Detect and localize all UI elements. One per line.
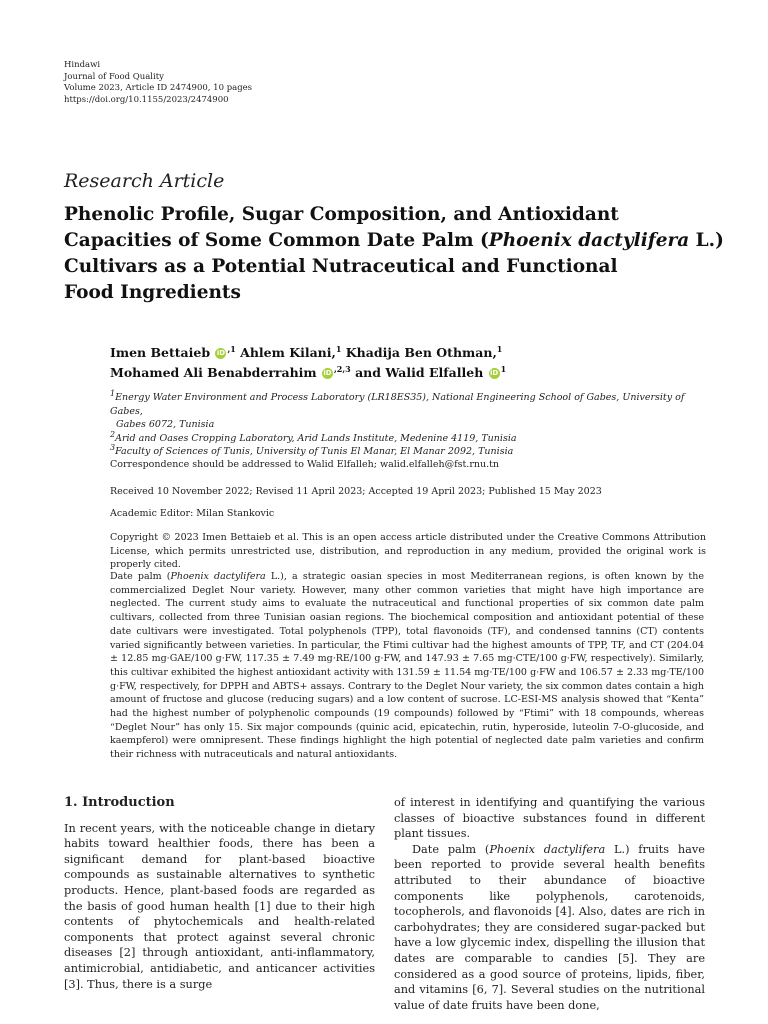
affiliation-text: Energy Water Environment and Process Laboratory (LR18ES35), National Engineering School of Gabes, University of Gabes, (110, 392, 685, 417)
author-name: Khadija Ben Othman, (341, 345, 497, 360)
affiliation-number: 1 (110, 388, 116, 398)
author-list (110, 343, 506, 383)
doi-link[interactable]: https://doi.org/10.1155/2023/2474900 (64, 94, 229, 105)
abstract-text: Date palm ( (110, 571, 171, 582)
journal-header (64, 60, 252, 106)
author-name: Imen Bettaieb (110, 345, 211, 360)
author-sup: 1 (500, 363, 507, 374)
author-sup: ,2,3 (334, 363, 351, 374)
orcid-icon[interactable]: iD (216, 349, 226, 357)
intro-paragraph (394, 842, 705, 1014)
author-name: Mohamed Ali Benabderrahim (110, 365, 317, 380)
title-line-2 (64, 228, 724, 254)
abstract-text: L.), a strategic oasian species in most Mediterranean regions, is often known by the commercialized Deglet Nour variety. However, many other common varieties that might have high importance are neglected. The current study aims to evaluate the nutraceutical and functional properties of six common date palm cultivars, collected from three Tunisian oasian regions. The biochemical composition and antioxidant potential of these date cultivars were investigated. Total polyphenols (TPP), total flavonoids (TF), and condensed tannins (CT) contents varied significantly between varieties. In particular, the Ftimi cultivar had the highest amounts of TPP, TF, and CT (204.04 ± 12.85 mg·GAE/100 g·FW, 117.35 ± 7.49 mg·RE/100 g·FW, and 147.93 ± 7.65 mg·CTE/100 g·FW, respectively). Similarly, this cultivar exhibited the highest antioxidant activity with 131.59 ± 11.54 mg·TE/100 g·FW and 106.57 ± 2.33 mg·TE/100 g·FW, respectively, for DPPH and ABTS+ assays. Contrary to the Deglet Nour variety, the six common dates contain a high amount of fructose and glucose (reducing sugars) and a low content of sucrose. LC-ESI-MS analysis showed that “Kenta” had the highest number of polyphenolic compounds (19 compounds) followed by “Ftimi” with 18 compounds, whereas “Deglet Nour” has only 15. Six major compounds (quinic acid, epicatechin, rutin, hyperoside, luteolin 7-O-glucoside, and kaempferol) were omnipresent. These findings highlight the high potential of neglected date palm varieties and confirm their richness with nutraceuticals and natural antioxidants. (110, 571, 704, 761)
affiliation-continuation: Gabes 6072, Tunisia (116, 419, 215, 430)
affiliation-item (110, 429, 710, 446)
left-column (64, 795, 375, 992)
abstract-species: Phoenix dactylifera (170, 571, 266, 582)
affiliation-number: 3 (110, 442, 116, 452)
author-name: Ahlem Kilani, (235, 345, 336, 360)
right-column (394, 795, 705, 1013)
title-line-3: Cultivars as a Potential Nutraceutical and Functional (64, 256, 618, 277)
intro-species: Phoenix dactylifera (489, 842, 606, 856)
orcid-icon[interactable]: iD (323, 369, 332, 377)
title-line-4: Food Ingredients (64, 282, 241, 303)
publisher-name: Hindawi (64, 60, 101, 70)
title-line-1: Phenolic Profile, Sugar Composition, and Antioxidant (64, 204, 619, 225)
intro-text: Date palm ( (412, 842, 490, 856)
affiliation-item (110, 388, 710, 418)
affiliation-number: 2 (110, 429, 116, 439)
academic-editor: Academic Editor: Milan Stankovic (110, 508, 275, 519)
title-species: Phoenix dactylifera (488, 230, 690, 251)
intro-text: L.) fruits have been reported to provide several health benefits attributed to their abundance of bioactive components like polyphenols, carotenoids, tocopherols, and flavonoids [4]. Also, dates are rich in carbohydrates; they are considered sugar-packed but have a low glycemic index, dispelling the illusion that dates are comparable to candies [5]. They are considered as a good source of proteins, lipids, fiber, and vitamins [6, 7]. Several studies on the nutritional value of date fruits have been done, (394, 842, 705, 1012)
author-name: and Walid Elfalleh (350, 365, 484, 380)
journal-name: Journal of Food Quality (64, 71, 164, 82)
author-line-1 (110, 343, 506, 363)
author-line-2 (110, 363, 506, 383)
intro-paragraph: In recent years, with the noticeable change in dietary habits toward healthier foods, there has been a significant demand for plant-based bioactive compounds as sustainable alternatives to synthetic products. Hence, plant-based foods are regarded as the basis of good human health [1] due to their high contents of phytochemicals and health-related components that protect against several chronic diseases [2] through antioxidant, anti-inflammatory, antimicrobial, antidiabetic, and anticancer activities [3]. Thus, there is a surge (64, 821, 375, 991)
section-heading: 1. Introduction (64, 795, 175, 810)
author-sup: 1 (335, 343, 342, 354)
affiliation-text: Arid and Oases Cropping Laboratory, Arid Lands Institute, Medenine 4119, Tunisia (115, 432, 517, 444)
volume-info: Volume 2023, Article ID 2474900, 10 pages (64, 83, 253, 93)
affiliation-text: Faculty of Sciences of Tunis, University of Tunis El Manar, El Manar 2092, Tunisia (115, 446, 514, 457)
title-line-2-pre: Capacities of Some Common Date Palm ( (64, 230, 489, 251)
orcid-icon[interactable]: iD (490, 369, 499, 377)
publication-dates: Received 10 November 2022; Revised 11 April 2023; Accepted 19 April 2023; Published 15 May 2023 (110, 486, 602, 497)
affiliation-item (110, 442, 710, 459)
author-sup: ,1 (227, 343, 236, 354)
correspondence: Correspondence should be addressed to Walid Elfalleh; walid.elfalleh@fst.rnu.tn (110, 459, 500, 470)
abstract (110, 570, 704, 762)
article-type: Research Article (64, 170, 225, 192)
title-line-2-post: L.) (689, 230, 724, 251)
author-sup: 1 (496, 343, 503, 354)
copyright-notice: Copyright © 2023 Imen Bettaieb et al. This is an open access article distributed under the Creative Commons Attribution License, which permits unrestricted use, distribution, and reproduction in any medium, provided the original work is properly cited. (110, 532, 706, 570)
affiliations (110, 388, 710, 459)
article-title (64, 202, 724, 306)
intro-paragraph: of interest in identifying and quantifying the various classes of bioactive substances found in different plant tissues. (394, 796, 705, 841)
